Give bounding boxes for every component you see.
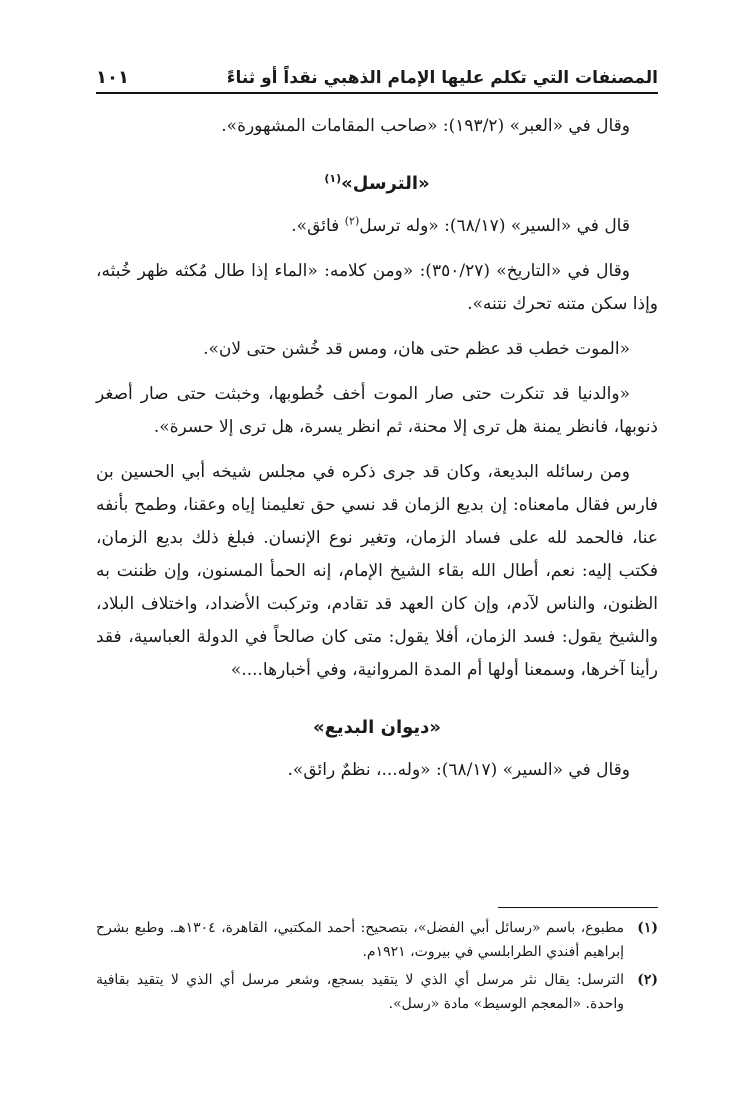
section-heading-tarassul [96,167,658,200]
paragraph [96,210,658,243]
running-header-title: المصنفات التي تكلم عليها الإمام الذهبي نقداً أو ثناءً [226,68,658,88]
paragraph: «والدنيا قد تنكرت حتى صار الموت أخف خُطوبها، وخبثت حتى صار أصغر ذنوبها، فانظر يمنة هل ترى إلا محنة، ثم انظر يسرة، هل ترى إلا حسرة». [96,384,658,437]
footnote-number: (٢) [637,972,658,988]
running-header [96,58,658,94]
footnote-number: (١) [637,920,658,936]
main-text [96,110,658,799]
footnote-ref-1[interactable]: (١) [324,172,342,185]
paragraph-text: فائق». [291,216,345,236]
paragraph: ومن رسائله البديعة، وكان قد جرى ذكره في مجلس شيخه أبي الحسين بن فارس فقال مامعناه: إن بديع الزمان قد نسي حق تعليمنا إياه وعقنا، وطمح بأنفه عنا، فالحمد لله على فساد الزمان، وتغير نوع الإنسان. فبلغ ذلك بديع الزمان، فكتب إليه: نعم، أطال الله بقاء الشيخ الإمام، إنه الحمأ المسنون، وإن ظننت به الظنون، والناس لآدم، وإن كان العهد قد تقادم، وتركبت الأضداد، واختلاف البلاد، والشيخ يقول: فسد الزمان، أفلا يقول: متى كان صالحاً في الدولة العباسية، فقد رأينا آخرها، وسمعنا أولها أم المدة المروانية، وفي أخبارها....» [96,462,658,680]
footnote-text: مطبوع، باسم «رسائل أبي الفضل»، بتصحيح: أحمد المكتبي، القاهرة، ١٣٠٤هـ. وطبع بشرح إبراهيم أفندي الطرابلسي في بيروت، ١٩٢١م. [96,920,625,960]
paragraph-text: قال في «السير» (٦٨/١٧): «وله ترسل [359,216,630,236]
footnote-item [96,916,658,964]
footnotes [96,916,658,1020]
footnote-text: الترسل: يقال نثر مرسل أي الذي لا يتقيد بسجع، وشعر مرسل أي الذي لا يتقيد بقافية واحدة. «المعجم الوسيط» مادة «رسل». [96,972,624,1012]
intro-paragraph: وقال في «العبر» (١٩٣/٢): «صاحب المقامات المشهورة». [221,116,630,136]
paragraph: وقال في «التاريخ» (٣٥٠/٢٧): «ومن كلامه: «الماء إذا طال مُكثه ظهر خُبثه، وإذا سكن متنه تحرك نتنه». [96,261,658,314]
paragraph: «الموت خطب قد عظم حتى هان، ومس قد خُشن حتى لان». [203,339,630,359]
footnote-ref-2[interactable]: (٢) [344,214,360,228]
section-heading-tarassul-text: «الترسل» [341,173,430,194]
page-number: ١٠١ [96,67,129,88]
paragraph: وقال في «السير» (٦٨/١٧): «وله...، نظمٌ رائق». [287,760,630,780]
section-heading-diwan: «ديوان البديع» [312,717,442,738]
footnote-item [96,968,658,1016]
footnote-separator [498,907,658,908]
